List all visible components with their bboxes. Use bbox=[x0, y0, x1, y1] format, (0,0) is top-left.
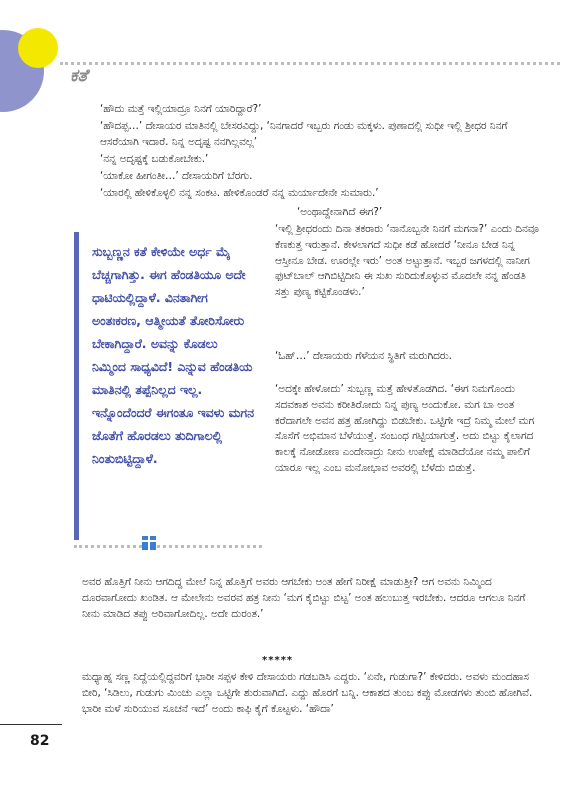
paragraph-1: ‘ಹೌದು ಮತ್ತೆ ಇಲ್ಲಿಯಾದ್ರೂ ನಿನಗೆ ಯಾರಿದ್ದಾರೆ?’ bbox=[100, 103, 262, 115]
decor-yellow-circle bbox=[18, 28, 58, 68]
paragraph-4: ‘ಯಾಕೋ ಹೀಗಂತೀ…’ ದೇಸಾಯರಿಗೆ ಬೆರಗು. bbox=[100, 170, 253, 182]
section-label: ಕತೆ bbox=[70, 66, 88, 86]
continued-paragraph: ಅವರ ಹೊತ್ತಿಗೆ ನೀನು ಆಗದಿದ್ದ ಮೇಲೆ ನಿನ್ನ ಹೊತ್ತಿಗೆ ಅವರು ಆಗಬೇಕು ಅಂತ ಹೇಗೆ ನಿರೀಕ್ಷೆ ಮಾಡುತ್ತೀ? ಆಗ ಅವನು ನಿಮ್ಮಿಂದ ದೂರವಾಗೋದು ಖಂಡಿತ. ಆ ಮೇಲೇನು ಅವರವ ಹತ್ರ ನೀನು ‘ಮಗ ಕೈಬಿಟ್ಟು ಬಿಟ್ಟ’ ಅಂತ ಹಲುಬುತ್ತ ಇರಬೇಕು. ಆದರೂ ಆಗಲೂ ನಿನಗೆ ನೀನು ಮಾಡಿದ ತಪ್ಪು ಅರಿವಾಗೋದಿಲ್ಲ. ಅದೇ ದುರಂತ.’ bbox=[82, 576, 526, 620]
column-paragraph-4: ‘ಅದಕ್ಕೇ ಹೇಳೋದು’ ಸುಬ್ಬಣ್ಣ ಮತ್ತೆ ಹೇಳತೊಡಗಿದ. ‘ಈಗ ನಿಮಗೊಂದು ಸದವಕಾಶ ಅವನು ಕರೀತಿರೋದು ನಿನ್ನ ಪುಣ್ಯ ಅಂದುಕೋ. ಮಗ ಬಾ ಅಂತ ಕರೆದಾಗಲೇ ಅವನ ಹತ್ರ ಹೋಗಿದ್ದು ಬಿಡಬೇಕು. ಒಟ್ಟಿಗೇ ಇದ್ರೆ ನಿಮ್ಮ ಮೇಲೆ ಮಗ ಸೊಸೆಗೆ ಅಭಿಮಾನ ಬೆಳೆಯುತ್ತೆ. ಸಂಬಂಧ ಗಟ್ಟಿಯಾಗುತ್ತೆ. ಅದು ಬಿಟ್ಟು ಕೈಲಾಗದ ಕಾಲಕ್ಕೆ ನೋಡೋಣ ಎಂದೇನಾದ್ರು ನೀನು ಉಪೇಕ್ಷೆ ಮಾಡಿದೆಯೋ ನಮ್ಮ ಪಾಲಿಗೆ ಯಾರೂ ಇಲ್ಲ ಎಂಬ ಮನೋಭಾವ ಅವರಲ್ಲಿ ಬೆಳೆದು ಬಿಡುತ್ತೆ. bbox=[275, 383, 535, 474]
last-paragraph: ಮಧ್ಯಾಹ್ನ ಸಣ್ಣ ನಿದ್ದೆಯಲ್ಲಿದ್ದವರಿಗೆ ಭಾರೀ ಸಪ್ಪಳ ಕೇಳಿ ದೇಸಾಯರು ಗಡಬಡಿಸಿ ಎದ್ದರು. ‘ಏನೇ, ಗುಡುಗಾ?’ ಕೇಳಿದರು. ಅವಳು ಮಂದಹಾಸ ಬೀರಿ, ‘ಸಿಡಿಲು, ಗುಡುಗು ಮಿಂಚು ಎಲ್ಲಾ ಒಟ್ಟಿಗೇ ಶುರುವಾಗಿದೆ. ಎದ್ದು ಹೊರಗೆ ಬನ್ನಿ. ಆಕಾಶದ ತುಂಬ ಕಪ್ಪು ಮೋಡಗಳು ತುಂಬಿ ಹೋಗಿವೆ. ಭಾರೀ ಮಳೆ ಸುರಿಯುವ ಸೂಚನೆ ಇದೆ’ ಅಂದು ಕಾಫಿ ಕೈಗೆ ಕೊಟ್ಟಳು. ‘ಹೌದಾ’ bbox=[82, 671, 533, 715]
section-separator: ***** bbox=[262, 655, 294, 666]
column-paragraph-2: ‘ಇಲ್ಲಿ ಶ್ರೀಧರಂದು ದಿನಾ ತಕರಾರು ‘ನಾನೊಬ್ಬನೇ ನಿನಗೆ ಮಗನಾ?’ ಎಂದು ದಿನವೂ ಕೆಣಕುತ್ತ ಇರುತ್ತಾನೆ. ಕೇಳಲಾಗದೆ ಸುಧೀ ಕಡೆ ಹೋದರೆ ‘ನೀನೂ ಬೇಡ ನಿನ್ನ ಆಸ್ತೀನೂ ಬೇಡ. ಊರಲ್ಲೇ ಇರು’ ಅಂತ ಅಟ್ಟುತ್ತಾನೆ. ಇಬ್ಬರ ಜಗಳದಲ್ಲಿ ನಾನೀಗ ಫುಟ್‌ಬಾಲ್ ಆಗಿಬಿಟ್ಟಿದೀನಿ ಈ ಸುಖ ಸುರಿದುಕೊಳ್ಳುವ ಮೊದಲೇ ನನ್ನ ಹೆಂಡತಿ ಸತ್ತು ಪುಣ್ಯ ಕಟ್ಟಿಕೊಂಡಳು.’ bbox=[275, 223, 539, 299]
top-dotted-divider bbox=[60, 62, 560, 65]
paragraph-2: ‘ಹೌದಪ್ಪ…’ ದೇಸಾಯರ ಮಾತಿನಲ್ಲಿ ಬೇಸರವಿದ್ದು, ‘ನಿನಗಾದರೆ ಇಬ್ಬರು ಗಂಡು ಮಕ್ಕಳು. ಪುಣಾದಲ್ಲಿ ಸುಧೀ ಇಲ್ಲಿ ಶ್ರೀಧರ ನಿನಗೆ ಆಸರೆಯಾಗಿ ಇದಾರೆ. ನಿನ್ನ ಅದೃಷ್ಟ ನನಗಿಲ್ಲವಲ್ಲ’ bbox=[100, 120, 508, 148]
paragraph-3: ‘ನನ್ನ ಅದೃಷ್ಟಕ್ಕೆ ಬಡುಕೋಬೇಕು.’ bbox=[100, 153, 209, 165]
paragraph-5: ‘ಯಾರಲ್ಲಿ ಹೇಳಿಕೊಳ್ಳಲಿ ನನ್ನ ಸಂಕಟ. ಹೇಳಿಕೊಂಡರೆ ನನ್ನ ಮರ್ಯಾದೇನೇ ಸುಮಾರು.’ bbox=[100, 187, 379, 199]
column-paragraph-3: ‘ಓಹ್…’ ದೇಸಾಯರು ಗೆಳೆಯನ ಸ್ಥಿತಿಗೆ ಮರುಗಿದರು. bbox=[275, 350, 452, 362]
pull-quote: ಸುಬ್ಬಣ್ಣನ ಕತೆ ಕೇಳಿಯೇ ಅರ್ಧ ಮೈ ಬೆಚ್ಚಗಾಗಿತ್ತು. ಈಗ ಹೆಂಡತಿಯೂ ಅದೇ ಧಾಟಿಯಲ್ಲಿದ್ದಾಳೆ. ವಿನತಾಗೀಗ ಅಂತಃಕರಣ, ಆತ್ಮೀಯತೆ ತೋರಿಸೋರು ಬೇಕಾಗಿದ್ದಾರೆ. ಅವನ್ನು ಕೊಡಲು ನಿಮ್ಮಿಂದ ಸಾಧ್ಯವಿದೆ! ಎನ್ನುವ ಹೆಂಡತಿಯ ಮಾತಿನಲ್ಲಿ ತಪ್ಪೆನಿಲ್ಲದ ಇಲ್ಲ. ಇನ್ನೊಂದೆಂದರೆ ಈಗಂತೂ ಇವಳು ಮಗನ ಜೊತೆಗೆ ಹೊರಡಲು ತುದಿಗಾಲಲ್ಲಿ ನಿಂತುಬಿಟ್ಟಿದ್ದಾಳೆ. bbox=[92, 244, 254, 466]
pull-quote-divider bbox=[74, 545, 262, 548]
page-number-rule bbox=[0, 724, 62, 725]
gift-icon bbox=[142, 536, 156, 550]
page-number: 82 bbox=[30, 733, 50, 749]
column-paragraph-1: ‘ಅಂಥಾದ್ದೇನಾಗಿದೆ ಈಗ?’ bbox=[297, 206, 383, 218]
